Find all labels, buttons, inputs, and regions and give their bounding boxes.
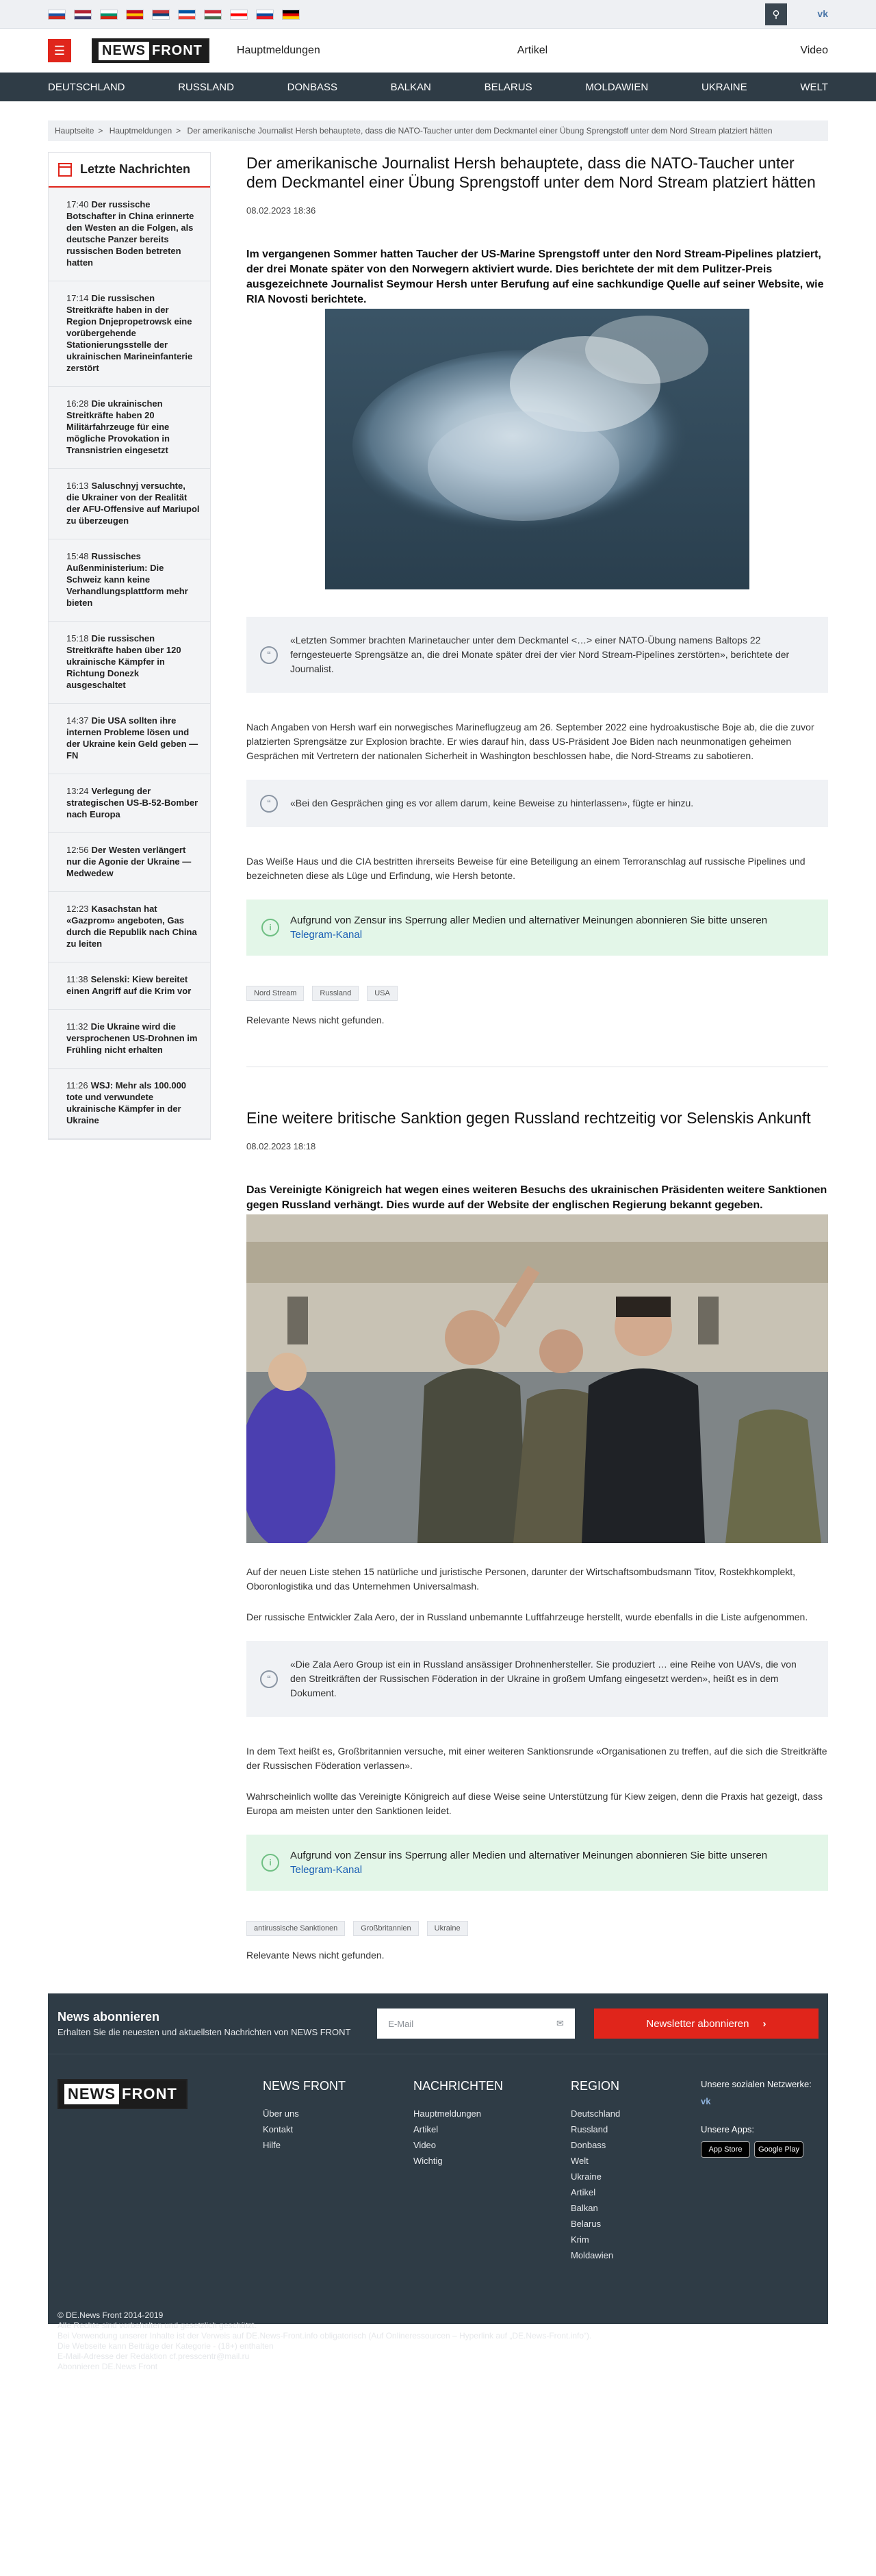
quote-icon: “ xyxy=(260,646,278,664)
telegram-notice: i Aufgrund von Zensur ins Sperrung aller Medien und alternativer Meinungen abonnieren Sie bitte unseren Telegram-Kanal xyxy=(246,900,828,956)
footer-link[interactable]: Balkan xyxy=(571,2203,598,2213)
news-title: Russisches Außenministerium: Die Schweiz kann keine Verhandlungsplattform mehr bieten xyxy=(66,551,188,608)
vk-icon[interactable]: vk xyxy=(701,2096,711,2106)
footer-link[interactable]: Ukraine xyxy=(571,2171,602,2182)
telegram-notice: i Aufgrund von Zensur ins Sperrung aller Medien und alternativer Meinungen abonnieren Sie bitte unseren Telegram-Kanal xyxy=(246,1835,828,1891)
site-logo[interactable] xyxy=(92,38,209,63)
sidebar-news-item[interactable] xyxy=(49,622,210,704)
logo-text-news: NEWS xyxy=(99,42,149,60)
news-time: 14:37 xyxy=(66,715,89,726)
header-nav xyxy=(237,44,828,57)
news-title: Die russischen Streitkräfte haben über 120 ukrainische Kämpfer in Richtung Donezk ausgeschaltet xyxy=(66,633,181,690)
footer-link[interactable]: Deutschland xyxy=(571,2108,621,2119)
tag-russland[interactable]: Russland xyxy=(312,986,359,1001)
article-quote: “ «Letzten Sommer brachten Marinetaucher unter dem Deckmantel <…> einer NATO-Übung namens Baltops 22 ferngesteuerte Sprengsätze an, die drei Monate später drei der vier Nord Stream-Pipelines zerstörten», berichtete der Journalist. xyxy=(246,617,828,693)
info-icon: i xyxy=(261,919,279,936)
news-time: 11:38 xyxy=(66,974,88,984)
article-british-sanctions xyxy=(246,1107,828,1961)
flag-georgia-icon[interactable] xyxy=(230,10,248,20)
sidebar-news-item[interactable] xyxy=(49,962,210,1010)
news-title: Die USA sollten ihre internen Probleme lösen und der Ukraine kein Geld geben — FN xyxy=(66,715,198,761)
info-icon: i xyxy=(261,1854,279,1872)
news-title: Saluschnyj versuchte, die Ukrainer von der Realität der AFU-Offensive auf Mariupol zu überzeugen xyxy=(66,481,200,526)
flag-bulgaria-icon[interactable] xyxy=(100,10,118,20)
related-news: Relevante News nicht gefunden. xyxy=(246,1015,385,1025)
news-time: 17:14 xyxy=(66,293,89,303)
site-footer xyxy=(48,2054,828,2371)
category-nav xyxy=(0,73,876,101)
latest-news-sidebar xyxy=(48,152,211,1140)
nav-hauptmeldungen[interactable]: Hauptmeldungen xyxy=(236,44,320,56)
news-time: 16:28 xyxy=(66,398,89,409)
article-title: Eine weitere britische Sanktion gegen Russland rechtzeitig vor Selenskis Ankunft xyxy=(246,1109,811,1127)
news-title: Der russische Botschafter in China erinnerte den Westen an die Folgen, als deutsche Panzer bereits russischen Boden betreten hatten xyxy=(66,199,194,268)
breadcrumb: Hauptseite > Hauptmeldungen > Der amerikanische Journalist Hersh behauptete, dass die NATO-Taucher unter dem Deckmantel einer Übung Sprengstoff unter dem Nord Stream platziert hätten xyxy=(48,120,828,141)
search-button[interactable] xyxy=(765,3,787,25)
article-date: 08.02.2023 18:18 xyxy=(246,1141,316,1151)
sidebar-list xyxy=(49,188,210,1139)
logo-text-front: FRONT xyxy=(122,2085,177,2102)
news-time: 16:13 xyxy=(66,481,89,491)
footer-link[interactable]: Krim xyxy=(571,2234,589,2245)
article-date: 08.02.2023 18:36 xyxy=(246,205,316,216)
footer-logo[interactable] xyxy=(57,2079,188,2109)
category-welt[interactable]: WELT xyxy=(800,81,828,93)
copyright-line: Bei Verwendung unserer Inhalte ist der Verweis auf DE.News-Front.info obligatorisch (Auf Onlineressourcen – Hyperlink auf „DE.News-Front.info“). xyxy=(57,2331,592,2341)
sidebar-news-item[interactable] xyxy=(49,469,210,539)
chevron-right-icon: › xyxy=(762,2017,766,2030)
article-title: Der amerikanische Journalist Hersh behauptete, dass die NATO-Taucher unter dem Deckmantel einer Übung Sprengstoff unter dem Nord Stream platziert hätten xyxy=(246,154,816,191)
article-paragraph: Wahrscheinlich wollte das Vereinigte Königreich auf diese Weise seine Unterstützung für Kiew zeigen, denn die Praxis hat gezeigt, dass Europa am meisten unter den Sanktionen leidet. xyxy=(246,1791,823,1816)
breadcrumb-home[interactable]: Hauptseite xyxy=(55,126,94,136)
news-time: 12:56 xyxy=(66,845,89,855)
footer-link[interactable]: Belarus xyxy=(571,2219,602,2229)
footer-link[interactable]: Kontakt xyxy=(263,2124,294,2134)
main-content xyxy=(246,152,828,1961)
category-balkan[interactable]: BALKAN xyxy=(390,81,431,93)
copyright-line: Die Webseite kann Beiträge der Kategorie - (18+) enthalten xyxy=(57,2341,274,2351)
footer-link[interactable]: Moldawien xyxy=(571,2250,614,2260)
telegram-link[interactable]: Telegram-Kanal xyxy=(290,1864,363,1876)
flag-slovakia-icon[interactable] xyxy=(256,10,274,20)
flag-spain-icon[interactable] xyxy=(126,10,144,20)
footer-link[interactable]: Welt xyxy=(571,2156,589,2166)
flag-serbia-icon[interactable] xyxy=(152,10,170,20)
tag-usa[interactable]: USA xyxy=(367,986,398,1001)
article-quote: “ «Bei den Gesprächen ging es vor allem darum, keine Beweise zu hinterlassen», fügte er hinzu. xyxy=(246,780,828,827)
category-ukraine[interactable]: UKRAINE xyxy=(701,81,747,93)
news-title: Verlegung der strategischen US-B-52-Bomber nach Europa xyxy=(66,786,198,819)
news-title: Die ukrainischen Streitkräfte haben 20 Militärfahrzeuge für eine mögliche Provokation in Transnistrien eingesetzt xyxy=(66,398,170,455)
news-title: Kasachstan hat «Gazprom» angeboten, Gas durch die Republik nach China zu leiten xyxy=(66,904,197,949)
quote-icon: “ xyxy=(260,795,278,813)
logo-text-news: NEWS xyxy=(64,2084,119,2104)
footer-link[interactable]: Artikel xyxy=(413,2124,439,2134)
breadcrumb-current: Der amerikanische Journalist Hersh behauptete, dass die NATO-Taucher unter dem Deckmantel einer Übung Sprengstoff unter dem Nord Stream platziert hätten xyxy=(187,126,773,136)
article-paragraph: Auf der neuen Liste stehen 15 natürliche und juristische Personen, darunter der Wirtschaftsombudsmann Titov, Rostekhkomplekt, Oboronlogistika und das Unternehmen Universalmash. xyxy=(246,1566,796,1592)
related-news: Relevante News nicht gefunden. xyxy=(246,1950,385,1961)
news-title: Die Ukraine wird die versprochenen US-Drohnen im Frühling nicht erhalten xyxy=(66,1021,198,1055)
footer-copyright xyxy=(57,2310,591,2372)
article-paragraph: Der russische Entwickler Zala Aero, der in Russland unbemannte Luftfahrzeuge herstellt, wurde ebenfalls in die Liste aufgenommen. xyxy=(246,1611,808,1622)
breadcrumb-section[interactable]: Hauptmeldungen xyxy=(109,126,172,136)
nav-artikel[interactable]: Artikel xyxy=(517,44,548,56)
footer-link[interactable]: Video xyxy=(413,2140,437,2150)
sidebar-news-item[interactable] xyxy=(49,539,210,622)
tag-ukraine[interactable]: Ukraine xyxy=(427,1921,468,1936)
article-tags xyxy=(246,986,828,1001)
category-belarus[interactable]: BELARUS xyxy=(484,81,532,93)
calendar-icon xyxy=(58,163,72,177)
footer-link[interactable]: Artikel xyxy=(571,2187,596,2197)
news-title: Der Westen verlängert nur die Agonie der Ukraine — Medwedew xyxy=(66,845,192,878)
sidebar-news-item[interactable] xyxy=(49,774,210,833)
footer-link[interactable]: Russland xyxy=(571,2124,608,2134)
sidebar-news-item[interactable] xyxy=(49,1010,210,1069)
flag-germany-icon[interactable] xyxy=(282,10,300,20)
sidebar-news-item[interactable] xyxy=(49,281,210,387)
sidebar-news-item[interactable] xyxy=(49,1069,210,1139)
copyright-line: Alle Rechte sind vorbehalten und gesetzlich geschützt. xyxy=(57,2321,257,2330)
app-store-button[interactable]: App Store xyxy=(701,2141,750,2158)
subscribe-button[interactable]: Newsletter abonnieren › xyxy=(594,2008,819,2039)
quote-icon: “ xyxy=(260,1670,278,1688)
footer-link[interactable]: Wichtig xyxy=(413,2156,443,2166)
footer-col-region: REGION Deutschland Russland Donbass Welt Ukraine Artikel Balkan Belarus Krim Moldawien xyxy=(571,2079,701,2266)
flag-france-icon[interactable] xyxy=(178,10,196,20)
news-time: 17:40 xyxy=(66,199,89,209)
news-title: WSJ: Mehr als 100.000 tote und verwundete ukrainische Kämpfer in der Ukraine xyxy=(66,1080,187,1125)
footer-link[interactable]: Hauptmeldungen xyxy=(413,2108,482,2119)
sidebar-news-item[interactable] xyxy=(49,704,210,774)
article-lead: Das Vereinigte Königreich hat wegen eines weiteren Besuchs des ukrainischen Präsidenten weitere Sanktionen gegen Russland verhängt. Dies wurde auf der Website der englischen Regierung bekannt gegeben. xyxy=(246,1184,827,1211)
tag-antirussische-sanktionen[interactable]: antirussische Sanktionen xyxy=(246,1921,345,1936)
news-time: 11:32 xyxy=(66,1021,88,1032)
sidebar-news-item[interactable] xyxy=(49,387,210,469)
footer-link[interactable]: Über uns xyxy=(263,2108,299,2119)
article-lead: Im vergangenen Sommer hatten Taucher der US-Marine Sprengstoff unter den Nord Stream-Pipelines platziert, der drei Monate später von den Norwegern aktiviert wurde. Dies berichtete der mit dem Pulitzer-Preis ausgezeichnete Journalist Seymour Hersh unter Berufung auf eine sachkundige Quelle auf seiner Website, wie RIA Novosti berichtete. xyxy=(246,248,824,305)
news-title: Die russischen Streitkräfte haben in der Region Dnjepropetrowsk eine vorübergehende Stationierungsstelle der ukrainischen Marineinfanterie zerstört xyxy=(66,293,193,373)
google-play-button[interactable]: Google Play xyxy=(754,2141,803,2158)
category-donbass[interactable]: DONBASS xyxy=(287,81,337,93)
article-paragraph: Nach Angaben von Hersh warf ein norwegisches Marineflugzeug am 26. September 2022 eine hydroakustische Boje ab, die die zuvor platzierten Sprengsätze zur Explosion brachte. Er wies darauf hin, dass US-Präsident Joe Biden nach neunmonatigen geheimen Gesprächen mit Vertretern der nationalen Sicherheit in Washington beschlossen habe, die Nord-Streams zu sabotieren. xyxy=(246,722,814,761)
search-icon: ⚲ xyxy=(772,9,780,21)
email-field[interactable]: E-Mail ✉ xyxy=(377,2008,575,2039)
vk-icon[interactable]: vk xyxy=(817,8,828,19)
sidebar-news-item[interactable] xyxy=(49,892,210,962)
language-bar xyxy=(0,0,876,29)
footer-col-nachrichten: NACHRICHTEN Hauptmeldungen Artikel Video Wichtig xyxy=(413,2079,571,2266)
article-tags xyxy=(246,1921,828,1936)
news-time: 13:24 xyxy=(66,786,89,796)
mail-icon: ✉ xyxy=(556,2018,564,2028)
nav-video[interactable]: Video xyxy=(800,44,828,56)
sidebar-news-item[interactable] xyxy=(49,188,210,281)
subscribe-subtitle: Erhalten Sie die neuesten und aktuellsten Nachrichten von NEWS FRONT xyxy=(57,2027,351,2037)
footer-link[interactable]: Donbass xyxy=(571,2140,606,2150)
newsletter-subscribe xyxy=(48,1993,828,2054)
flag-usa-icon[interactable] xyxy=(74,10,92,20)
copyright-line: © DE.News Front 2014-2019 xyxy=(57,2310,164,2320)
logo-text-front: FRONT xyxy=(152,42,203,58)
article-paragraph: Das Weiße Haus und die CIA bestritten ihrerseits Beweise für eine Beteiligung an einem Terroranschlag auf russische Pipelines und bezeichneten diese als Lüge und Erfindung, wie Hersh betonte. xyxy=(246,856,806,881)
tag-grossbritannien[interactable]: Großbritannien xyxy=(353,1921,418,1936)
menu-button[interactable] xyxy=(48,39,71,62)
sidebar-header xyxy=(49,153,210,188)
news-time: 12:23 xyxy=(66,904,89,914)
article-nord-stream xyxy=(246,152,828,1025)
copyright-line: E-Mail-Adresse der Redaktion cf.presscentr@mail.ru xyxy=(57,2351,250,2361)
flag-russia-icon[interactable] xyxy=(48,10,66,20)
telegram-link[interactable]: Telegram-Kanal xyxy=(290,929,363,941)
hamburger-icon: ☰ xyxy=(53,43,66,58)
news-time: 15:48 xyxy=(66,551,89,561)
news-time: 15:18 xyxy=(66,633,89,643)
tag-nord-stream[interactable]: Nord Stream xyxy=(246,986,304,1001)
sidebar-news-item[interactable] xyxy=(49,833,210,892)
article-quote: “ «Die Zala Aero Group ist ein in Russland ansässiger Drohnenhersteller. Sie produziert … eine Reihe von UAVs, die von den Streitkräften der Russischen Föderation in der Ukraine in großem Umfang eingesetzt werden», heißt es in dem Dokument. xyxy=(246,1641,828,1717)
site-header xyxy=(0,29,876,73)
category-moldawien[interactable]: MOLDAWIEN xyxy=(585,81,649,93)
footer-social: Unsere sozialen Netzwerke: vk Unsere Apps: App Store Google Play xyxy=(701,2079,812,2266)
news-title: Selenski: Kiew bereitet einen Angriff auf die Krim vor xyxy=(66,974,192,996)
article-paragraph: In dem Text heißt es, Großbritannien versuche, mit einer weiteren Sanktionsrunde «Organisationen zu treffen, auf die sich die Streitkräfte der Russischen Föderation verlassen». xyxy=(246,1746,827,1771)
sidebar-title: Letzte Nachrichten xyxy=(80,162,191,176)
language-flags xyxy=(48,10,308,20)
article-image-zelensky-sunak xyxy=(246,1214,828,1543)
category-deutschland[interactable]: DEUTSCHLAND xyxy=(48,81,125,93)
news-time: 11:26 xyxy=(66,1080,88,1091)
subscribe-title: News abonnieren xyxy=(57,2010,160,2024)
footer-link[interactable]: Hilfe xyxy=(263,2140,281,2150)
category-russland[interactable]: RUSSLAND xyxy=(178,81,234,93)
flag-hungary-icon[interactable] xyxy=(204,10,222,20)
article-image-gas-leak xyxy=(325,309,749,589)
footer-col-newsfront: NEWS FRONT Über uns Kontakt Hilfe xyxy=(263,2079,413,2266)
copyright-line: Abonnieren DE.News Front xyxy=(57,2362,158,2371)
